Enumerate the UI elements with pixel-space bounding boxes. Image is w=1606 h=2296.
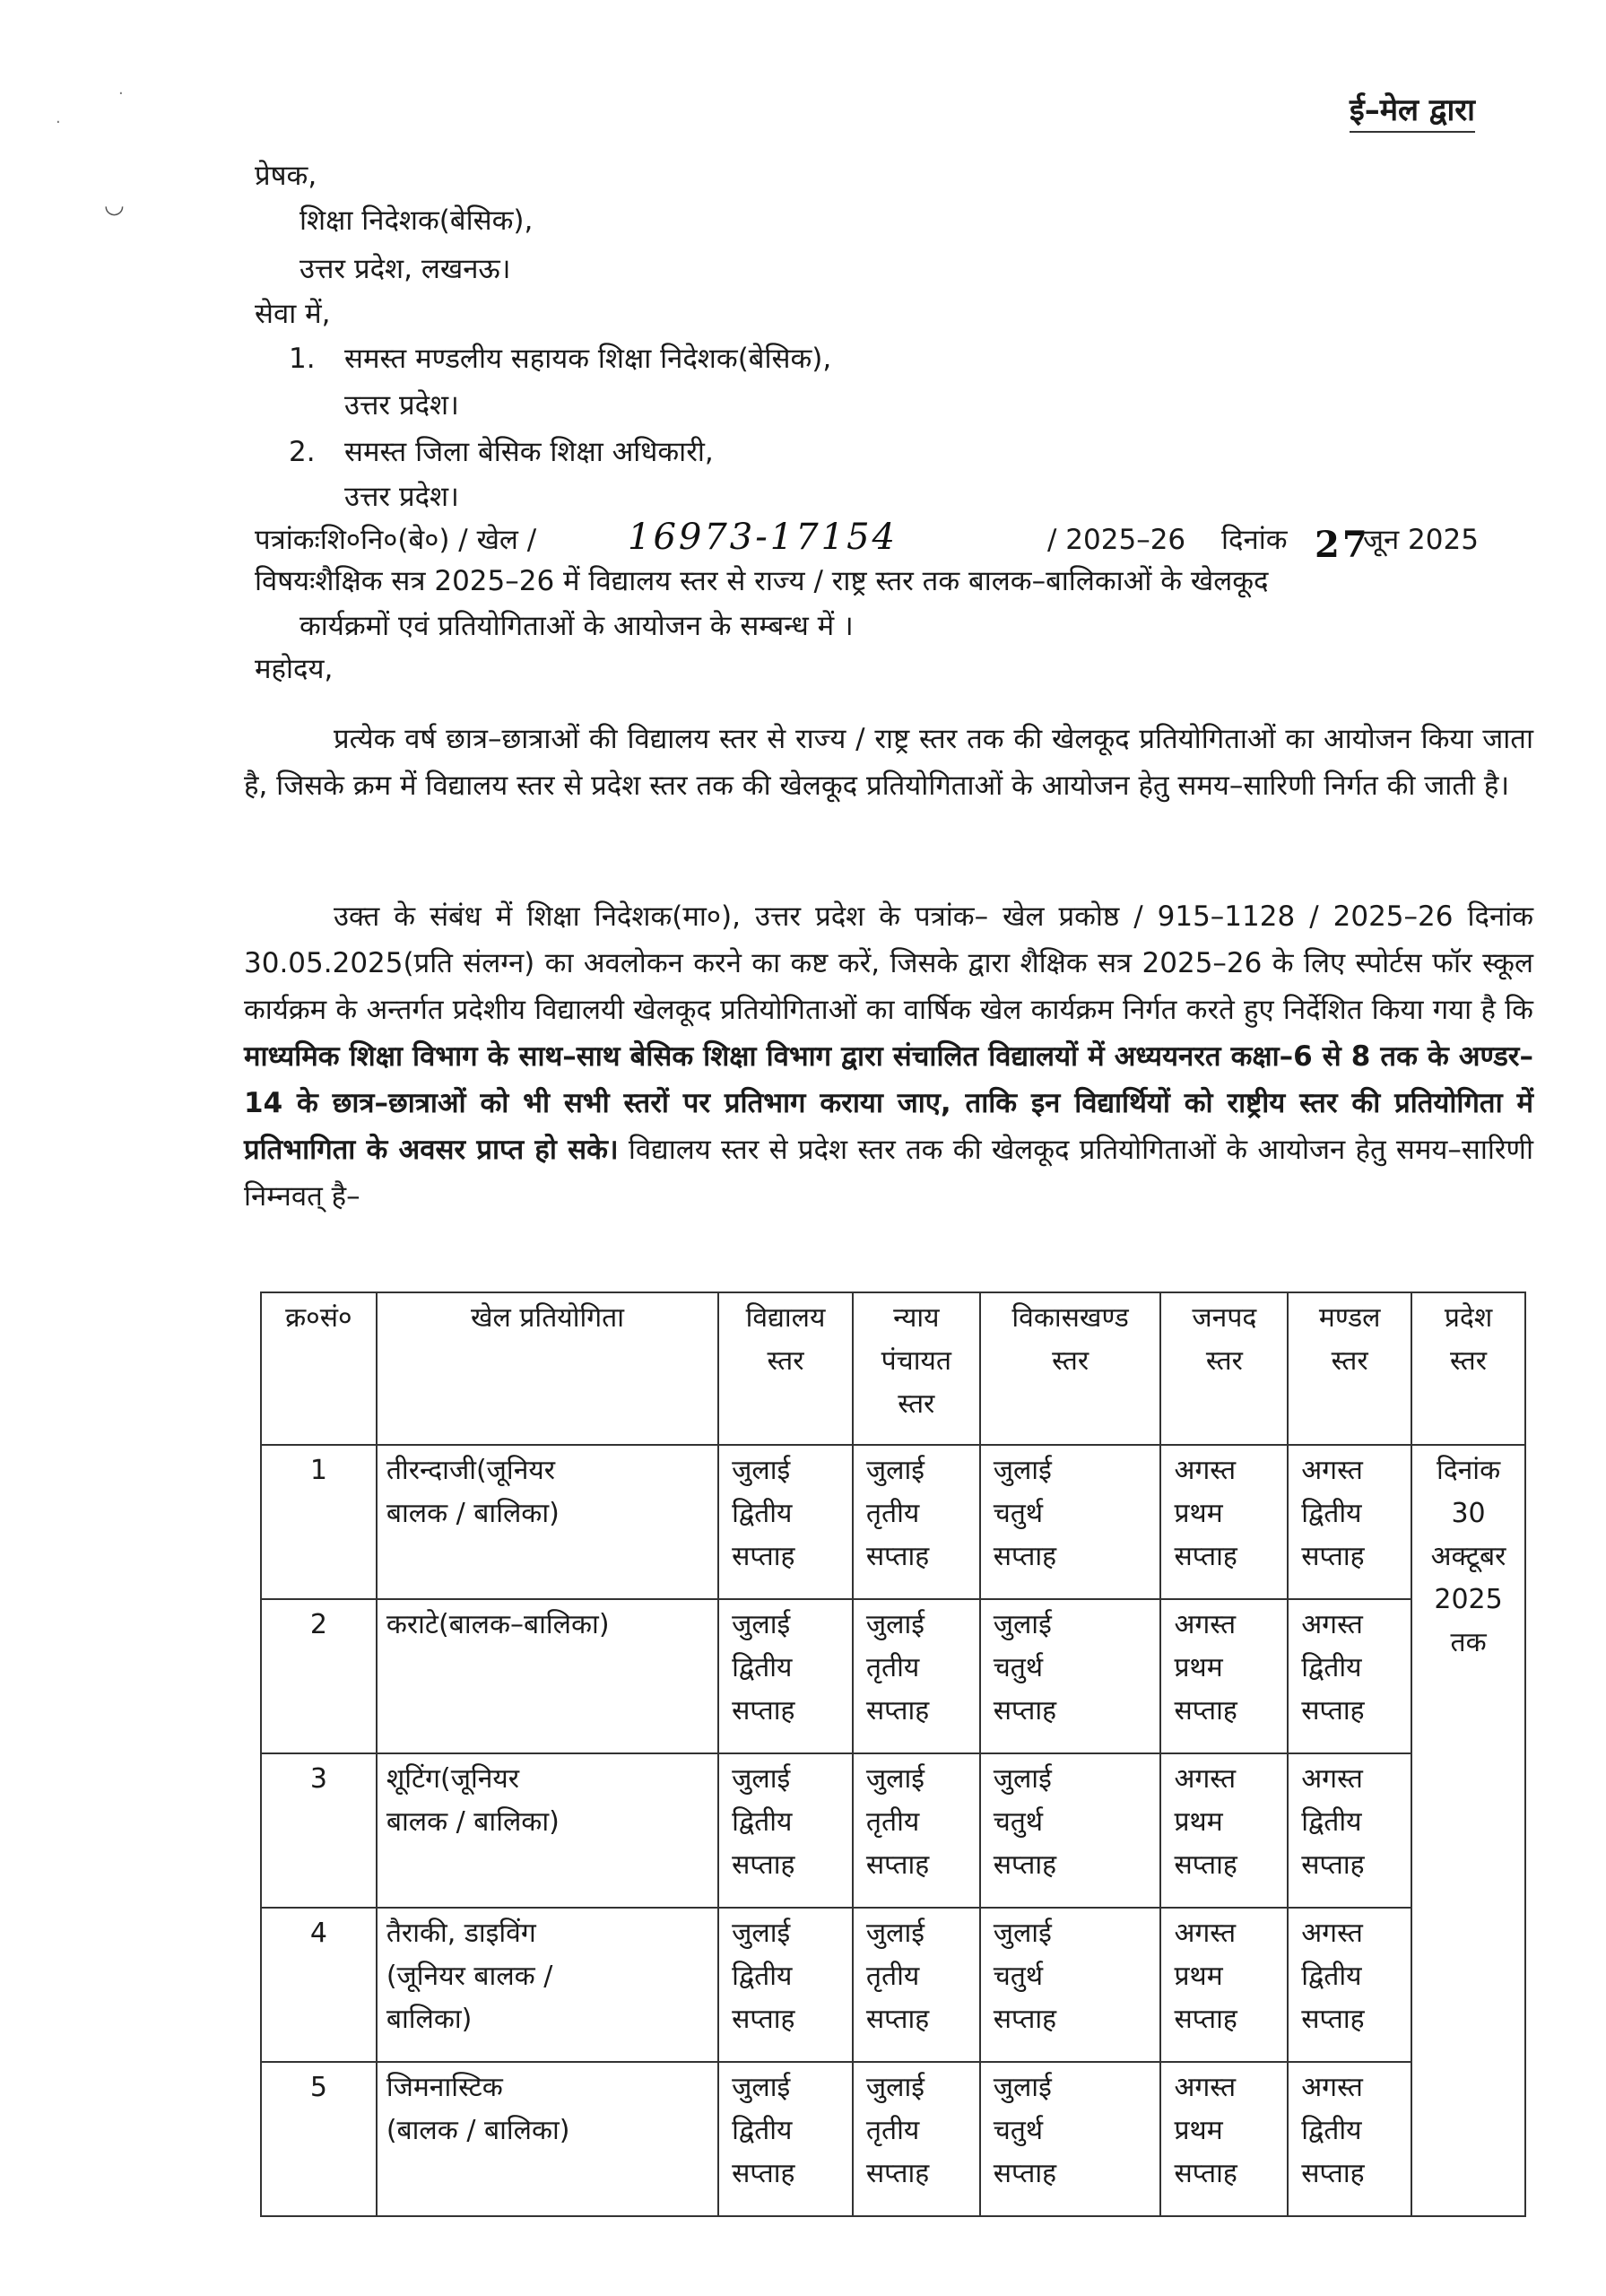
scan-speck: · bbox=[56, 113, 61, 132]
cell-text-line: जुलाई bbox=[865, 1609, 925, 1640]
body-paragraph-1 bbox=[244, 716, 1533, 809]
cell-text-line: तैराकी, डाइविंग bbox=[386, 1918, 536, 1949]
cell-text-line: जुलाई bbox=[993, 1455, 1052, 1486]
header-text-line: स्तर bbox=[898, 1388, 935, 1420]
cell-text-line: अगस्त bbox=[1301, 2072, 1363, 2103]
header-nyay-panchayat-level bbox=[853, 1292, 980, 1445]
district-level-cell bbox=[1160, 1445, 1288, 1599]
serial-number-cell: 2 bbox=[261, 1599, 377, 1753]
reference-month-year: जून 2025 bbox=[1363, 524, 1479, 556]
header-text-line: स्तर bbox=[1052, 1345, 1089, 1377]
state-level-cell bbox=[1411, 1445, 1525, 2216]
cell-text-line: तीरन्दाजी(जूनियर bbox=[386, 1455, 556, 1486]
cell-text-line: जुलाई bbox=[993, 1918, 1052, 1949]
sport-name-cell bbox=[377, 1445, 718, 1599]
header-state-level bbox=[1411, 1292, 1525, 1445]
cell-text-line: सप्ताह bbox=[993, 1849, 1057, 1881]
cell-text-line: सप्ताह bbox=[993, 1695, 1057, 1726]
school-level-cell bbox=[718, 1599, 853, 1753]
cell-text-line: सप्ताह bbox=[1174, 1695, 1237, 1726]
cell-text-line: जुलाई bbox=[993, 1609, 1052, 1640]
block-level-cell bbox=[980, 1753, 1161, 1908]
serial-number-cell: 1 bbox=[261, 1445, 377, 1599]
cell-text-line: (जूनियर बालक / bbox=[386, 1961, 553, 1992]
district-level-cell bbox=[1160, 1908, 1288, 2062]
serial-number-cell: 5 bbox=[261, 2062, 377, 2216]
cell-text-line: अगस्त bbox=[1174, 1455, 1237, 1486]
header-text-line: न्याय bbox=[893, 1302, 940, 1334]
division-level-cell bbox=[1288, 1908, 1411, 2062]
cell-text-line: चतुर्थ bbox=[993, 2115, 1044, 2146]
header-text-line: क्र०सं० bbox=[285, 1302, 352, 1334]
table-row bbox=[261, 1753, 1525, 1908]
cell-text-line: जुलाई bbox=[865, 1455, 925, 1486]
sport-name-cell bbox=[377, 2062, 718, 2216]
cell-text-line: सप्ताह bbox=[865, 1695, 930, 1726]
sport-name-cell bbox=[377, 1753, 718, 1908]
header-text-line: मण्डल bbox=[1318, 1302, 1381, 1334]
cell-text-line: चतुर्थ bbox=[993, 1961, 1044, 1992]
district-level-cell bbox=[1160, 2062, 1288, 2216]
cell-text-line: सप्ताह bbox=[865, 1849, 930, 1881]
table-row bbox=[261, 1908, 1525, 2062]
cell-text-line: सप्ताह bbox=[993, 2004, 1057, 2035]
cell-text-line: अगस्त bbox=[1174, 1763, 1237, 1795]
cell-text-line: सप्ताह bbox=[1301, 1695, 1365, 1726]
district-level-cell bbox=[1160, 1599, 1288, 1753]
header-block-level bbox=[980, 1292, 1161, 1445]
header-text-line: विद्यालय bbox=[745, 1302, 826, 1334]
state-level-text-line: तक bbox=[1450, 1627, 1487, 1658]
cell-text-line: प्रथम bbox=[1174, 2115, 1223, 2146]
paragraph-2-tail: विद्यालय स्तर से प्रदेश स्तर तक की खेलकूद प्रतियोगिताओं के आयोजन हेतु समय–सारिणी निम्नवत् है– bbox=[244, 1134, 1533, 1213]
recipient-2-location: उत्तर प्रदेश। bbox=[344, 481, 459, 513]
reference-day-handwritten: 27 bbox=[1315, 524, 1370, 566]
header-text-line: स्तर bbox=[767, 1345, 804, 1377]
cell-text-line: सप्ताह bbox=[1301, 1849, 1365, 1881]
cell-text-line: सप्ताह bbox=[732, 1849, 795, 1881]
cell-text-line: जुलाई bbox=[993, 2072, 1052, 2103]
cell-text-line: द्वितीय bbox=[732, 2115, 793, 2146]
cell-text-line: जुलाई bbox=[865, 1763, 925, 1795]
cell-text-line: सप्ताह bbox=[732, 1541, 795, 1572]
block-level-cell bbox=[980, 1599, 1161, 1753]
sport-name-cell bbox=[377, 1908, 718, 2062]
division-level-cell bbox=[1288, 1753, 1411, 1908]
block-level-cell bbox=[980, 1908, 1161, 2062]
recipient-2-number: 2. bbox=[289, 436, 316, 468]
division-level-cell bbox=[1288, 2062, 1411, 2216]
table-header-row bbox=[261, 1292, 1525, 1445]
competition-schedule-table bbox=[260, 1292, 1526, 2217]
header-text-line: स्तर bbox=[1205, 1345, 1243, 1377]
table-row bbox=[261, 1599, 1525, 1753]
reference-session: / 2025–26 bbox=[1047, 524, 1186, 556]
nyay-panchayat-level-cell bbox=[853, 1599, 980, 1753]
cell-text-line: सप्ताह bbox=[1301, 1541, 1365, 1572]
salutation: महोदय, bbox=[255, 653, 334, 685]
serial-number-cell: 4 bbox=[261, 1908, 377, 2062]
sport-name-cell bbox=[377, 1599, 718, 1753]
recipients-label: सेवा में, bbox=[255, 298, 331, 330]
cell-text-line: अगस्त bbox=[1301, 1455, 1363, 1486]
cell-text-line: जुलाई bbox=[865, 2072, 925, 2103]
cell-text-line: अगस्त bbox=[1301, 1609, 1363, 1640]
reference-date-label: दिनांक bbox=[1221, 524, 1288, 556]
cell-text-line: जुलाई bbox=[865, 1918, 925, 1949]
subject-line-2: कार्यक्रमों एवं प्रतियोगिताओं के आयोजन के सम्बन्ध में । bbox=[299, 610, 854, 642]
state-level-text-line: अक्टूबर bbox=[1430, 1541, 1506, 1572]
school-level-cell bbox=[718, 1908, 853, 2062]
block-level-cell bbox=[980, 2062, 1161, 2216]
table-row bbox=[261, 2062, 1525, 2216]
paragraph-2-emphasis: माध्यमिक शिक्षा विभाग के साथ–साथ बेसिक शिक्षा विभाग द्वारा संचालित विद्यालयों में अध्ययनरत कक्षा–6 से 8 तक के अण्डर–14 के छात्र–छात्राओं को भी सभी स्तरों पर प्रतिभाग कराया जाए, ताकि इन विद्यार्थियों को राष्ट्रीय स्तर की प्रतियोगिता में प्रतिभागिता के अवसर प्राप्त हो सके। bbox=[244, 1040, 1533, 1166]
cell-text-line: बालिका) bbox=[386, 2004, 473, 2035]
cell-text-line: द्वितीय bbox=[732, 1498, 793, 1529]
cell-text-line: सप्ताह bbox=[732, 2158, 795, 2189]
header-division-level bbox=[1288, 1292, 1411, 1445]
cell-text-line: द्वितीय bbox=[732, 1806, 793, 1838]
cell-text-line: जुलाई bbox=[732, 1609, 791, 1640]
cell-text-line: सप्ताह bbox=[732, 2004, 795, 2035]
paragraph-1-text: प्रत्येक वर्ष छात्र–छात्राओं की विद्यालय स्तर से राज्य / राष्ट्र स्तर तक की खेलकूद प्रतियोगिताओं का आयोजन किया जाता है, जिसके क्रम में विद्यालय स्तर से प्रदेश स्तर तक की खेलकूद प्रतियोगिताओं के आयोजन हेतु समय–सारिणी निर्गत की जाती है। bbox=[244, 723, 1533, 802]
cell-text-line: जुलाई bbox=[732, 1455, 791, 1486]
cell-text-line: प्रथम bbox=[1174, 1498, 1223, 1529]
cell-text-line: जुलाई bbox=[732, 1763, 791, 1795]
cell-text-line: प्रथम bbox=[1174, 1806, 1223, 1838]
reference-prefix: पत्रांकःशि०नि०(बे०) / खेल / bbox=[255, 524, 537, 556]
recipient-1-number: 1. bbox=[289, 343, 316, 375]
cell-text-line: अगस्त bbox=[1174, 1609, 1237, 1640]
district-level-cell bbox=[1160, 1753, 1288, 1908]
cell-text-line: द्वितीय bbox=[1301, 1652, 1362, 1683]
cell-text-line: सप्ताह bbox=[1174, 1849, 1237, 1881]
cell-text-line: अगस्त bbox=[1174, 2072, 1237, 2103]
division-level-cell bbox=[1288, 1445, 1411, 1599]
school-level-cell bbox=[718, 1753, 853, 1908]
cell-text-line: सप्ताह bbox=[993, 1541, 1057, 1572]
cell-text-line: प्रथम bbox=[1174, 1961, 1223, 1992]
table-row bbox=[261, 1445, 1525, 1599]
cell-text-line: अगस्त bbox=[1301, 1763, 1363, 1795]
subject-line-1: विषयःशैक्षिक सत्र 2025–26 में विद्यालय स्तर से राज्य / राष्ट्र स्तर तक बालक–बालिकाओं के खेलकूद bbox=[255, 565, 1269, 597]
cell-text-line: चतुर्थ bbox=[993, 1806, 1044, 1838]
cell-text-line: (बालक / बालिका) bbox=[386, 2115, 570, 2146]
cell-text-line: द्वितीय bbox=[732, 1652, 793, 1683]
cell-text-line: द्वितीय bbox=[1301, 1498, 1362, 1529]
nyay-panchayat-level-cell bbox=[853, 1445, 980, 1599]
cell-text-line: अगस्त bbox=[1174, 1918, 1237, 1949]
cell-text-line: द्वितीय bbox=[1301, 2115, 1362, 2146]
reference-number-handwritten: 16973-17154 bbox=[628, 517, 898, 558]
cell-text-line: चतुर्थ bbox=[993, 1498, 1044, 1529]
state-level-text-line: दिनांक bbox=[1436, 1455, 1501, 1486]
cell-text-line: सप्ताह bbox=[1174, 1541, 1237, 1572]
cell-text-line: तृतीय bbox=[865, 1806, 920, 1838]
header-text-line: खेल प्रतियोगिता bbox=[470, 1302, 624, 1334]
table-body bbox=[261, 1445, 1525, 2216]
cell-text-line: सप्ताह bbox=[1301, 2158, 1365, 2189]
cell-text-line: सप्ताह bbox=[865, 1541, 930, 1572]
state-level-text-line: 30 bbox=[1451, 1498, 1486, 1529]
cell-text-line: बालक / बालिका) bbox=[386, 1498, 560, 1529]
cell-text-line: जुलाई bbox=[732, 2072, 791, 2103]
school-level-cell bbox=[718, 1445, 853, 1599]
cell-text-line: तृतीय bbox=[865, 1498, 920, 1529]
cell-text-line: सप्ताह bbox=[732, 1695, 795, 1726]
body-paragraph-2 bbox=[244, 893, 1533, 1220]
cell-text-line: जुलाई bbox=[993, 1763, 1052, 1795]
nyay-panchayat-level-cell bbox=[853, 1908, 980, 2062]
header-text-line: पंचायत bbox=[881, 1345, 951, 1377]
nyay-panchayat-level-cell bbox=[853, 2062, 980, 2216]
sender-location: उत्तर प्रदेश, लखनऊ। bbox=[299, 253, 511, 285]
header-text-line: स्तर bbox=[1450, 1345, 1488, 1377]
scan-speck: ◡ bbox=[104, 192, 125, 219]
header-text-line: स्तर bbox=[1331, 1345, 1368, 1377]
cell-text-line: बालक / बालिका) bbox=[386, 1806, 560, 1838]
nyay-panchayat-level-cell bbox=[853, 1753, 980, 1908]
cell-text-line: सप्ताह bbox=[993, 2158, 1057, 2189]
recipient-1-title: समस्त मण्डलीय सहायक शिक्षा निदेशक(बेसिक), bbox=[344, 343, 832, 375]
sender-label: प्रेषक, bbox=[255, 160, 317, 192]
cell-text-line: द्वितीय bbox=[1301, 1806, 1362, 1838]
cell-text-line: जिमनास्टिक bbox=[386, 2072, 503, 2103]
cell-text-line: चतुर्थ bbox=[993, 1652, 1044, 1683]
cell-text-line: द्वितीय bbox=[1301, 1961, 1362, 1992]
state-level-text-line: 2025 bbox=[1434, 1584, 1503, 1615]
cell-text-line: शूटिंग(जूनियर bbox=[386, 1763, 520, 1795]
header-text-line: जनपद bbox=[1192, 1302, 1257, 1334]
header-serial bbox=[261, 1292, 377, 1445]
cell-text-line: सप्ताह bbox=[1174, 2004, 1237, 2035]
cell-text-line: सप्ताह bbox=[1301, 2004, 1365, 2035]
recipient-1-location: उत्तर प्रदेश। bbox=[344, 389, 459, 422]
via-email-heading: ई–मेल द्वारा bbox=[1350, 88, 1475, 133]
paragraph-2-text: उक्त के संबंध में शिक्षा निदेशक(मा०), उत्तर प्रदेश के पत्रांक– खेल प्रकोष्ठ / 915–1128 / 2025–26 दिनांक 30.05.2025(प्रति संलग्न) का अवलोकन करने का कष्ट करें, जिसके द्वारा शैक्षिक सत्र 2025–26 के लिए स्पोर्टस फॉर स्कूल कार्यक्रम के अन्तर्गत प्रदेशीय विद्यालयी खेलकूद प्रतियोगिताओं का वार्षिक खेल कार्यक्रम निर्गत करते हुए निर्देशित किया गया है कि bbox=[244, 900, 1533, 1026]
scan-speck: · bbox=[118, 84, 124, 103]
school-level-cell bbox=[718, 2062, 853, 2216]
header-text-line: विकासखण्ड bbox=[1011, 1302, 1129, 1334]
sender-title: शिक्षा निदेशक(बेसिक), bbox=[299, 204, 534, 237]
header-sport bbox=[377, 1292, 718, 1445]
cell-text-line: सप्ताह bbox=[865, 2004, 930, 2035]
cell-text-line: द्वितीय bbox=[732, 1961, 793, 1992]
cell-text-line: कराटे(बालक–बालिका) bbox=[386, 1609, 610, 1640]
cell-text-line: तृतीय bbox=[865, 1961, 920, 1992]
cell-text-line: तृतीय bbox=[865, 1652, 920, 1683]
header-text-line: प्रदेश bbox=[1444, 1302, 1493, 1334]
cell-text-line: तृतीय bbox=[865, 2115, 920, 2146]
header-school-level bbox=[718, 1292, 853, 1445]
cell-text-line: प्रथम bbox=[1174, 1652, 1223, 1683]
cell-text-line: सप्ताह bbox=[865, 2158, 930, 2189]
recipient-2-title: समस्त जिला बेसिक शिक्षा अधिकारी, bbox=[344, 436, 714, 468]
cell-text-line: सप्ताह bbox=[1174, 2158, 1237, 2189]
block-level-cell bbox=[980, 1445, 1161, 1599]
header-district-level bbox=[1160, 1292, 1288, 1445]
cell-text-line: जुलाई bbox=[732, 1918, 791, 1949]
cell-text-line: अगस्त bbox=[1301, 1918, 1363, 1949]
serial-number-cell: 3 bbox=[261, 1753, 377, 1908]
division-level-cell bbox=[1288, 1599, 1411, 1753]
